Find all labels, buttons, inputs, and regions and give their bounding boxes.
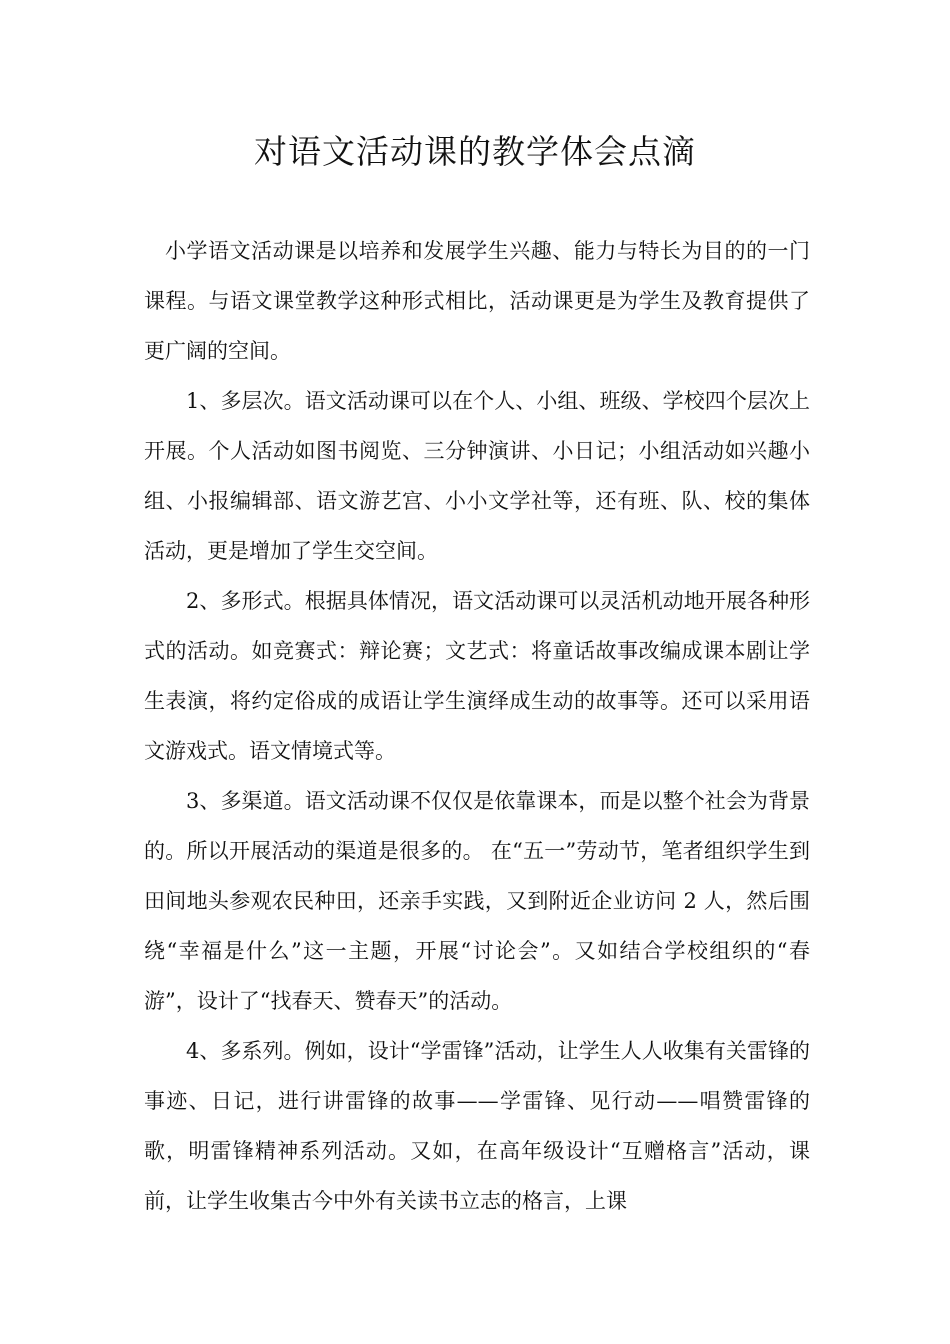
document-body: [144, 226, 810, 1226]
paragraph-multi-series: 4、多系列。例如，设计“学雷锋”活动，让学生人人收集有关雷锋的事迹、日记，进行讲雷锋的故事——学雷锋、见行动——唱赞雷锋的歌，明雷锋精神系列活动。又如，在高年级设计“互赠格言”活动，课前，让学生收集古今中外有关读书立志的格言，上课: [144, 1039, 810, 1213]
paragraph-multi-level: 1、多层次。语文活动课可以在个人、小组、班级、学校四个层次上开展。个人活动如图书阅览、三分钟演讲、小日记；小组活动如兴趣小组、小报编辑部、语文游艺宫、小小文学社等，还有班、队、校的集体活动，更是增加了学生交空间。: [144, 389, 810, 563]
document-title: 对语文活动课的教学体会点滴: [254, 132, 696, 171]
paragraph-multi-channel: 3、多渠道。语文活动课不仅仅是依靠课本，而是以整个社会为背景的。所以开展活动的渠道是很多的。 在“五一”劳动节，笔者组织学生到田间地头参观农民种田，还亲手实践，又到附近企业访问 2 人，然后围绕“幸福是什么”这一主题，开展“讨论会”。又如结合学校组织的“春游”，设计了“找春天、赞春天”的活动。: [144, 789, 810, 1013]
paragraph-intro: 小学语文活动课是以培养和发展学生兴趣、能力与特长为目的的一门课程。与语文课堂教学这种形式相比，活动课更是为学生及教育提供了更广阔的空间。: [144, 239, 810, 363]
paragraph-multi-form: 2、多形式。根据具体情况，语文活动课可以灵活机动地开展各种形式的活动。如竞赛式：辩论赛；文艺式：将童话故事改编成课本剧让学生表演，将约定俗成的成语让学生演绎成生动的故事等。还可以采用语文游戏式。语文情境式等。: [144, 589, 810, 763]
